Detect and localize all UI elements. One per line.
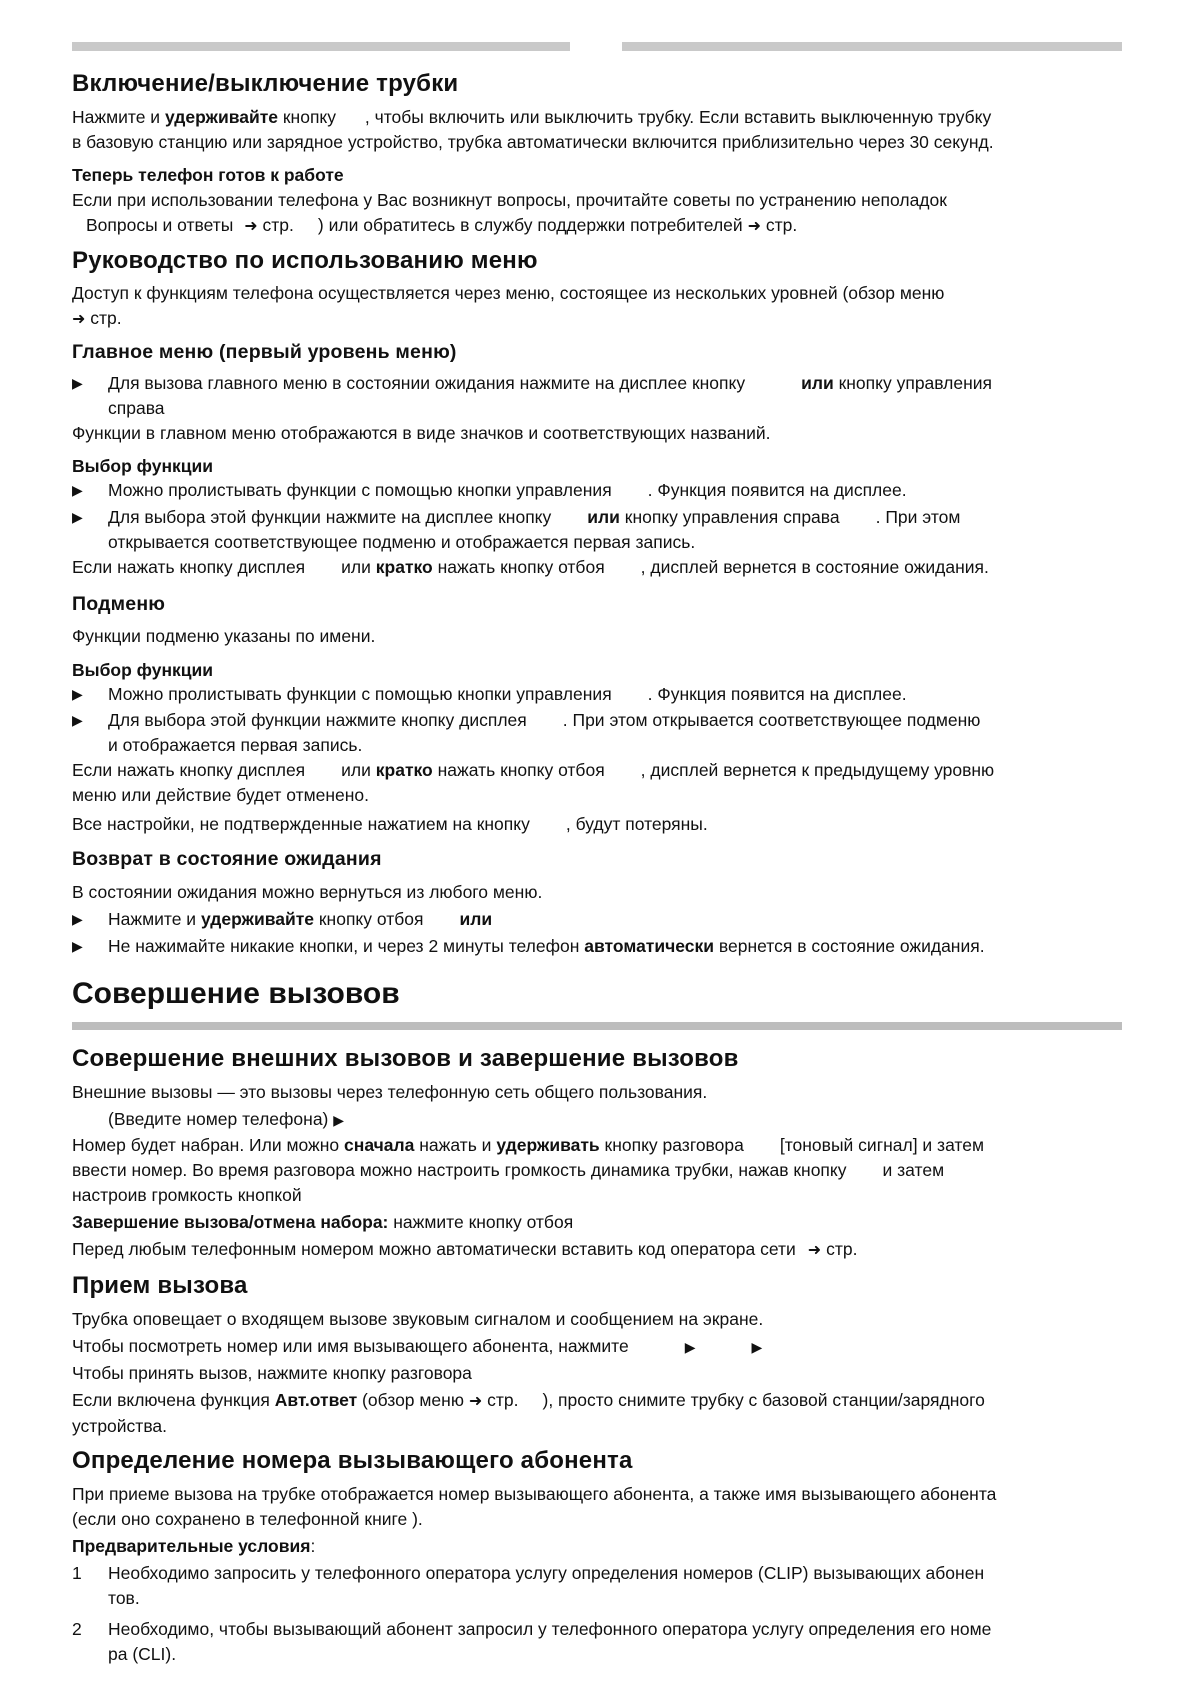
paragraph-menu: Доступ к функциям телефона осуществляется через меню, состоящее из нескольких уровней (обзор меню ➜ стр. [72,283,945,328]
paragraph-end-call: Завершение вызова/отмена набора: нажмите кнопку отбоя [72,1212,574,1232]
paragraph-enter-number: (Введите номер телефона) ▶ [108,1109,345,1129]
paragraph-receive-1: Трубка оповещает о входящем вызове звуковым сигналом и сообщением на экране. [72,1309,764,1329]
list-item: ▶ Для выбора этой функции нажмите кнопку дисплея . При этом открывается соответствующее подменю и отображается первая запись. [72,710,981,755]
paragraph-external: Внешние вызовы — это вызовы через телефонную сеть общего пользования. [72,1082,708,1102]
subheading-sub-select: Выбор функции [72,660,214,680]
bullet-icon: ▶ [751,1339,763,1355]
heading-main-menu: Главное меню (первый уровень меню) [72,341,457,363]
heading-clip: Определение номера вызывающего абонента [72,1447,633,1474]
bullet-icon: ▶ [72,482,83,498]
list-item: ▶ Можно пролистывать функции с помощью кнопки управления . Функция появится на дисплее. [72,478,1122,503]
heading-power: Включение/выключение трубки [72,70,459,97]
list-item: ▶ Для вызова главного меню в состоянии ожидания нажмите на дисплее кнопку или кнопку управления справа [72,373,993,418]
paragraph-receive-4: Если включена функция Авт.ответ (обзор меню ➜ стр. ), просто снимите трубку с базовой станции/зарядного устройства. [72,1390,985,1436]
paragraph-select: Если нажать кнопку дисплея или кратко нажать кнопку отбоя , дисплей вернется в состояние ожидания. [72,557,989,577]
paragraph-submenu-back: Если нажать кнопку дисплея или кратко нажать кнопку отбоя , дисплей вернется к предыдущему уровню меню или действие будет отменено. [72,760,995,805]
paragraph-clip: При приеме вызова на трубке отображается номер вызывающего абонента, а также имя вызывающего абонента (если оно сохранено в телефонной книге ). [72,1484,997,1529]
chapter-rule [72,1022,1122,1030]
bullet-icon: ▶ [684,1339,696,1355]
arrow-icon: ➜ [747,218,761,235]
arrow-icon: ➜ [244,218,258,235]
bullet-icon: ▶ [72,938,83,954]
paragraph-power: Нажмите и удерживайте кнопку , чтобы включить или выключить трубку. Если вставить выключенную трубку в базовую станцию или зарядное устройство, трубка автоматически включится приблизительно через 30 секунд. [72,107,994,152]
paragraph-submenu: Функции подменю указаны по имени. [72,626,376,646]
heading-external-calls: Совершение внешних вызовов и завершение вызовов [72,1045,739,1072]
heading-idle: Возврат в состояние ожидания [72,848,382,870]
heading-menu: Руководство по использованию меню [72,247,538,274]
chapter-title-calls: Совершение вызовов [72,977,400,1010]
paragraph-receive-3: Чтобы принять вызов, нажмите кнопку разговора [72,1363,472,1383]
heading-receive: Прием вызова [72,1272,248,1299]
arrow-icon: ➜ [72,311,86,328]
list-item: 2 Необходимо, чтобы вызывающий абонент запросил у телефонного оператора услугу определения его номе ра (CLI). [72,1619,992,1664]
list-item: 1 Необходимо запросить у телефонного оператора услугу определения номеров (CLIP) вызывающих абонен тов. [72,1563,985,1608]
bullet-icon: ▶ [72,375,83,391]
subheading-select: Выбор функции [72,456,214,476]
paragraph-operator-code: Перед любым телефонным номером можно автоматически вставить код оператора сети ➜ стр. [72,1239,858,1259]
paragraph-dial: Номер будет набран. Или можно сначала нажать и удерживать кнопку разговора [тоновый сигнал] и затем ввести номер. Во время разговора можно настроить громкость динамика трубки, нажав кнопку и затем настроив громкость кнопкой [72,1135,985,1205]
list-item: ▶ Для выбора этой функции нажмите на дисплее кнопку или кнопку управления справа . При этом открывается соответствующее подменю и отображается первая запись. [72,507,961,552]
paragraph-receive-2: Чтобы посмотреть номер или имя вызывающего абонента, нажмите ▶ ▶ [72,1336,763,1356]
paragraph-ready: Если при использовании телефона у Вас возникнут вопросы, прочитайте советы по устранению неполадок Вопросы и ответы ➜ стр. ) или обратитесь в службу поддержки потребителей ➜ стр. [72,190,947,235]
heading-submenu: Подменю [72,593,166,615]
paragraph-main-menu: Функции в главном меню отображаются в виде значков и соответствующих названий. [72,423,771,443]
list-item: ▶ Можно пролистывать функции с помощью кнопки управления . Функция появится на дисплее. [72,682,1122,707]
paragraph-idle: В состоянии ожидания можно вернуться из любого меню. [72,882,543,902]
paragraph-unsaved: Все настройки, не подтвержденные нажатием на кнопку , будут потеряны. [72,814,708,834]
arrow-icon: ➜ [468,1393,483,1410]
bullet-icon: ▶ [72,712,83,728]
bullet-icon: ▶ [72,686,83,702]
header-bar-left [72,42,570,51]
subheading-ready: Теперь телефон готов к работе [72,165,344,185]
list-item: ▶ Не нажимайте никакие кнопки, и через 2 минуты телефон автоматически вернется в состояние ожидания. [72,934,1122,959]
list-number: 1 [72,1563,82,1583]
arrow-icon: ➜ [807,1242,822,1259]
list-number: 2 [72,1619,82,1639]
paragraph-preconditions: Предварительные условия: [72,1536,316,1556]
bullet-icon: ▶ [72,911,83,927]
list-item: ▶ Нажмите и удерживайте кнопку отбоя или [72,907,1122,932]
bullet-icon: ▶ [72,509,83,525]
header-bar-right [622,42,1122,51]
bullet-icon: ▶ [333,1112,345,1128]
